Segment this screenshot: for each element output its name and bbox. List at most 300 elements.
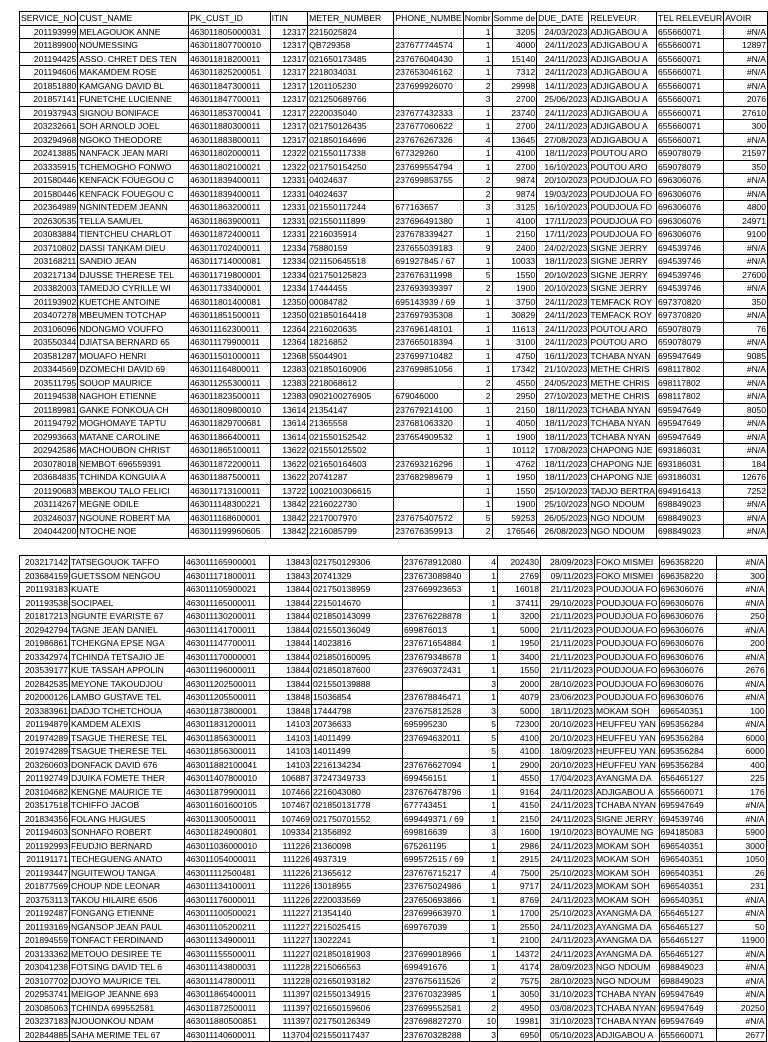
service-no-cell: 201851880 <box>20 79 78 93</box>
cust-name-cell: SANDIO JEAN <box>78 255 189 269</box>
meter-number-cell: 021550139888 <box>312 677 403 691</box>
table-row <box>20 556 767 570</box>
meter-number-cell: 2215025824 <box>308 25 394 39</box>
phone-number-cell <box>403 934 470 948</box>
cust-name-cell: DADJO TCHETCHOUA <box>70 704 185 718</box>
nombre-cell: 1 <box>463 25 492 39</box>
releveur-cell: POUDJOUA FO <box>596 638 658 648</box>
service-no-cell: 201194538 <box>20 390 78 404</box>
table-row <box>20 376 768 390</box>
pk-cust-id-cell: 463011882100041 <box>185 758 270 772</box>
due-date-cell: 27/08/2023 <box>537 133 589 147</box>
nombre-cell: 1 <box>470 853 498 867</box>
itin-cell: 13842 <box>270 511 307 525</box>
column-header-itin: ITIN <box>270 12 307 26</box>
itin-cell: 13722 <box>270 484 307 498</box>
tel-releveur-cell: 696306076 <box>659 691 716 705</box>
service-no-cell: 201194606 <box>20 66 78 80</box>
itin-cell: 107467 <box>270 799 312 813</box>
somme-cell: 2950 <box>492 390 537 404</box>
pk-cust-id-cell: 463011112500481 <box>185 866 270 880</box>
due-date-cell: 24/11/2023 <box>537 309 589 323</box>
avoir-cell: 27610 <box>724 106 768 120</box>
avoir-cell: #N/A <box>716 596 766 610</box>
due-date-cell: 29/10/2023 <box>541 596 595 610</box>
meter-number-cell: 021150645518 <box>308 255 394 269</box>
service-no-cell: 203382003 <box>20 282 78 296</box>
releveur-cell: SIGNE JERRY <box>589 282 657 296</box>
phone-number-cell: 691927845 / 67 <box>394 255 463 269</box>
releveur-cell: NGO NDOUM <box>589 498 657 512</box>
cust-name-cell: NGNINTEDEM JEANN <box>78 201 189 215</box>
releveur-cell: AYANGMA DA <box>595 907 660 921</box>
releveur-cell: POUDJOUA FO <box>589 187 657 201</box>
tel-releveur-cell: 696540351 <box>659 839 716 853</box>
releveur-cell: ADJIGABOU A <box>595 1028 660 1042</box>
due-date-cell: 26/05/2023 <box>537 511 589 525</box>
cust-name-cell: FOTSING DAVID TEL 6 <box>70 961 185 975</box>
cust-name-cell: NJOUONKOU NDAM <box>70 1015 185 1029</box>
meter-number-cell: 021850143099 <box>312 610 403 624</box>
itin-cell: 111397 <box>270 1015 312 1029</box>
service-no-cell: 201974289 <box>20 731 70 745</box>
itin-cell: 12334 <box>270 268 307 282</box>
itin-cell: 13844 <box>270 610 312 624</box>
column-header-service-no: SERVICE_NO <box>21 13 77 23</box>
phone-number-cell: 237677060622 <box>394 120 463 134</box>
somme-cell: 2400 <box>492 241 537 255</box>
phone-number-cell: 237676311998 <box>394 268 463 282</box>
column-header-meter-number: METER_NUMBER <box>308 12 394 26</box>
cust-name-cell: MBEUMEN TOTCHAP <box>78 309 189 323</box>
meter-number-cell: 021750126349 <box>312 1015 403 1029</box>
cust-name-cell: MEGNE ODILE <box>78 498 189 512</box>
tel-releveur-cell: 655660071 <box>657 66 724 80</box>
table-row <box>20 799 767 813</box>
service-no-cell: 202942586 <box>20 444 78 458</box>
due-date-cell: 28/10/2023 <box>541 974 595 988</box>
column-header-nombre: Nombr <box>464 13 491 23</box>
avoir-cell: #N/A <box>716 961 766 975</box>
nombre-cell: 3 <box>470 677 498 691</box>
due-date-cell: 18/11/2023 <box>537 417 589 431</box>
somme-cell: 7500 <box>498 866 541 880</box>
table-row <box>20 596 767 610</box>
due-date-cell: 24/11/2023 <box>537 336 589 350</box>
itin-cell: 13844 <box>270 677 312 691</box>
due-date-cell: 18/11/2023 <box>537 255 589 269</box>
itin-cell: 12322 <box>270 147 307 161</box>
nombre-cell: 1 <box>470 934 498 948</box>
nombre-cell: 1 <box>470 812 498 826</box>
due-date-cell: 24/11/2023 <box>541 785 595 799</box>
avoir-cell: #N/A <box>716 583 766 597</box>
avoir-cell: 2676 <box>716 664 766 678</box>
tel-releveur-cell: 696540351 <box>659 853 716 867</box>
itin-cell: 12317 <box>270 79 307 93</box>
table-row <box>20 907 767 921</box>
service-no-cell: 203407278 <box>20 309 78 323</box>
somme-cell: 1900 <box>492 282 537 296</box>
phone-number-cell: 237676228878 <box>403 610 470 624</box>
tel-releveur-cell: 655660071 <box>657 79 724 93</box>
service-no-cell: 201194603 <box>20 826 70 840</box>
meter-number-cell: 021550152542 <box>308 430 394 444</box>
table-row <box>20 268 768 282</box>
service-no-cell: 203217134 <box>20 268 78 282</box>
table-row <box>20 457 768 471</box>
releveur-cell: FOKO MISMEI <box>595 569 660 583</box>
meter-number-cell: 021650164603 <box>308 457 394 471</box>
nombre-cell: 5 <box>470 718 498 732</box>
tel-releveur-cell: 696540351 <box>659 893 716 907</box>
somme-cell: 4100 <box>498 731 541 745</box>
releveur-cell: SIGNE JERRY <box>589 241 657 255</box>
due-date-cell: 05/10/2023 <box>541 1028 595 1042</box>
pk-cust-id-cell: 463011801400081 <box>188 295 270 309</box>
itin-cell: 13614 <box>270 417 307 431</box>
service-no-cell: 202000126 <box>20 691 70 705</box>
meter-number-cell: 17444455 <box>308 282 394 296</box>
tel-releveur-cell: 695947649 <box>657 417 724 431</box>
avoir-cell: 184 <box>724 457 768 471</box>
pk-cust-id-cell: 463011054000011 <box>185 853 270 867</box>
due-date-cell: 24/11/2023 <box>541 920 595 934</box>
table-row <box>20 147 768 161</box>
meter-number-cell: 0902100276905 <box>308 390 394 404</box>
cust-name-cell: DJUSSE THERESE TEL <box>78 268 189 282</box>
service-no-cell: 204044200 <box>20 525 78 539</box>
somme-cell: 59253 <box>492 511 537 525</box>
table-row <box>20 498 768 512</box>
somme-cell: 2150 <box>492 403 537 417</box>
avoir-cell: 9085 <box>724 349 768 363</box>
cust-name-cell: TIENTCHEU CHARLOT <box>78 228 189 242</box>
itin-cell: 111226 <box>270 853 312 867</box>
meter-number-cell: 75880159 <box>308 241 394 255</box>
tel-releveur-cell: 696306076 <box>657 174 724 188</box>
itin-cell: 111227 <box>270 907 312 921</box>
avoir-cell: #N/A <box>724 430 768 444</box>
nombre-cell: 1 <box>470 569 498 583</box>
cust-name-cell: DJIATSA BERNARD 65 <box>78 336 189 350</box>
due-date-cell: 19/10/2023 <box>541 826 595 840</box>
pk-cust-id-cell: 463011205500011 <box>185 691 270 705</box>
service-no-cell: 203083884 <box>20 228 78 242</box>
tel-releveur-cell: 694539746 <box>659 812 716 826</box>
nombre-cell: 5 <box>470 745 498 759</box>
cust-name-cell: NGOUNE ROBERT MA <box>78 511 189 525</box>
itin-cell: 12322 <box>270 160 307 174</box>
table-row <box>20 637 767 651</box>
due-date-cell: 24/11/2023 <box>541 947 595 961</box>
cust-name-cell: FOLANG HUGUES <box>70 812 185 826</box>
avoir-cell: #N/A <box>716 907 766 921</box>
nombre-cell: 1 <box>470 596 498 610</box>
avoir-cell: 8050 <box>724 403 768 417</box>
service-no-cell: 203041238 <box>20 961 70 975</box>
pk-cust-id-cell: 463011831200011 <box>185 718 270 732</box>
pk-cust-id-cell: 463011872400011 <box>188 228 270 242</box>
meter-number-cell: 20736633 <box>312 718 403 732</box>
avoir-cell: #N/A <box>716 677 766 691</box>
releveur-cell: CHAPONG NJE <box>589 471 657 485</box>
cust-name-cell: TCHINDA TETSAJIO JE <box>70 650 185 664</box>
cust-name-cell: MEIGOP JEANNE 693 <box>70 988 185 1002</box>
avoir-cell: #N/A <box>716 799 766 813</box>
tel-releveur-cell: 659078079 <box>657 147 724 161</box>
phone-number-cell: 237665018394 <box>394 336 463 350</box>
due-date-cell: 03/08/2023 <box>541 1001 595 1015</box>
table-row <box>20 866 767 880</box>
phone-number-cell: 237669923653 <box>403 583 470 597</box>
somme-cell: 4050 <box>492 417 537 431</box>
table-row <box>20 893 767 907</box>
phone-number-cell: 677743451 <box>403 799 470 813</box>
cust-name-cell: SONHAFO ROBERT <box>70 826 185 840</box>
somme-cell: 13645 <box>492 133 537 147</box>
nombre-cell: 4 <box>470 866 498 880</box>
somme-cell: 2769 <box>498 569 541 583</box>
pk-cust-id-cell: 463011134100011 <box>185 880 270 894</box>
pk-cust-id-cell: 463011140600011 <box>185 1028 270 1042</box>
table-row <box>20 25 768 39</box>
phone-number-cell: 237693939397 <box>394 282 463 296</box>
somme-cell: 7575 <box>498 974 541 988</box>
releveur-cell: POUDJOUA FO <box>596 624 658 635</box>
tel-releveur-cell: 696540351 <box>659 704 716 718</box>
meter-number-cell: 021750154250 <box>308 160 394 174</box>
table-row <box>20 93 768 107</box>
itin-cell: 111226 <box>270 880 312 894</box>
pk-cust-id-cell: 463011105200211 <box>185 920 270 934</box>
somme-cell: 9717 <box>498 880 541 894</box>
pk-cust-id-cell: 463011179900011 <box>188 336 270 350</box>
table-row <box>20 309 768 323</box>
tel-releveur-cell: 698849023 <box>657 511 724 525</box>
somme-cell: 2915 <box>498 853 541 867</box>
service-no-cell: 203078018 <box>20 457 78 471</box>
pk-cust-id-cell: 463011134900011 <box>185 934 270 948</box>
pk-cust-id-cell: 463011170000001 <box>185 650 270 664</box>
pk-cust-id-cell: 463011714000081 <box>188 255 270 269</box>
avoir-cell: 50 <box>716 920 766 934</box>
cust-name-cell: NGOKO THEODORE <box>78 133 189 147</box>
table-row <box>20 731 767 745</box>
service-no-cell: 202413885 <box>20 147 78 161</box>
pk-cust-id-cell: 463011824900801 <box>185 826 270 840</box>
table-row <box>20 974 767 988</box>
avoir-cell: #N/A <box>724 376 768 390</box>
meter-number-cell: 18216852 <box>308 336 394 350</box>
releveur-cell: POUDJOUA FO <box>596 678 658 689</box>
releveur-cell: ADJIGABOU A <box>589 120 657 134</box>
service-no-cell: 201817213 <box>20 610 70 624</box>
cust-name-cell: MACHOUBON CHRIST <box>78 444 189 458</box>
tel-releveur-cell: 659078079 <box>657 160 724 174</box>
phone-number-cell <box>394 498 463 512</box>
phone-number-cell: 237655039183 <box>394 241 463 255</box>
due-date-cell: 24/11/2023 <box>537 295 589 309</box>
pk-cust-id-cell: 463011255300011 <box>188 376 270 390</box>
itin-cell: 111227 <box>270 947 312 961</box>
releveur-cell: TADJO BERTRA <box>590 485 656 496</box>
itin-cell: 12317 <box>270 25 307 39</box>
pk-cust-id-cell: 463011829700681 <box>188 417 270 431</box>
releveur-cell: POUDJOUA FO <box>596 597 658 608</box>
table-row <box>20 484 768 498</box>
tel-releveur-cell: 696306076 <box>657 214 724 228</box>
somme-cell: 16018 <box>498 583 541 597</box>
meter-number-cell: 021750129306 <box>312 556 403 570</box>
tel-releveur-cell: 696540351 <box>659 866 716 880</box>
phone-number-cell: 237650693866 <box>403 893 470 907</box>
avoir-cell: #N/A <box>724 309 768 323</box>
releveur-cell: TCHABA NYAN <box>589 417 657 431</box>
meter-number-cell: 20741287 <box>308 471 394 485</box>
service-no-cell: 201193538 <box>20 596 70 610</box>
phone-number-cell: 237679348678 <box>403 650 470 664</box>
pk-cust-id-cell: 463011176000011 <box>185 893 270 907</box>
avoir-cell: 7252 <box>724 484 768 498</box>
cust-name-cell: DASSI TANKAM DIEU <box>78 241 189 255</box>
somme-cell: 19981 <box>498 1015 541 1029</box>
tel-releveur-cell: 695947649 <box>657 430 724 444</box>
service-no-cell: 201193902 <box>20 295 78 309</box>
pk-cust-id-cell: 463011141700011 <box>185 623 270 637</box>
tel-releveur-cell: 656465127 <box>659 920 716 934</box>
pk-cust-id-cell: 463011100500021 <box>185 907 270 921</box>
nombre-cell: 1 <box>463 349 492 363</box>
meter-number-cell: 021650173485 <box>308 52 394 66</box>
avoir-cell: #N/A <box>724 390 768 404</box>
service-no-cell: 201937943 <box>20 106 78 120</box>
nombre-cell: 1 <box>463 403 492 417</box>
releveur-cell: POUDJOUA FO <box>589 201 657 215</box>
pk-cust-id-cell: 463011171800011 <box>185 569 270 583</box>
itin-cell: 12383 <box>270 390 307 404</box>
service-no-cell: 203237183 <box>20 1015 70 1029</box>
meter-number-cell: 2215025415 <box>312 920 403 934</box>
pk-cust-id-cell: 463011866400011 <box>188 430 270 444</box>
meter-number-cell: 1201105230 <box>308 79 394 93</box>
service-no-cell: 201194792 <box>20 417 78 431</box>
table-row <box>20 623 767 637</box>
itin-cell: 12334 <box>270 255 307 269</box>
somme-cell: 37411 <box>498 596 541 610</box>
somme-cell: 1950 <box>498 637 541 651</box>
nombre-cell: 2 <box>470 1001 498 1015</box>
nombre-cell: 1 <box>463 147 492 161</box>
table-row <box>20 525 768 539</box>
tel-releveur-cell: 696358220 <box>659 569 716 583</box>
itin-cell: 106887 <box>270 772 312 786</box>
releveur-cell: POUTOU ARO <box>589 336 657 350</box>
avoir-cell: 24971 <box>724 214 768 228</box>
due-date-cell: 28/09/2023 <box>541 556 595 570</box>
phone-number-cell: 237699710482 <box>394 349 463 363</box>
cust-name-cell: NOUMESSING <box>78 39 189 53</box>
nombre-cell: 1 <box>463 322 492 336</box>
releveur-cell: METHE CHRIS <box>589 363 657 377</box>
due-date-cell: 31/10/2023 <box>541 1015 595 1029</box>
tel-releveur-cell: 656465127 <box>659 907 716 921</box>
avoir-cell: #N/A <box>716 718 766 732</box>
somme-cell: 3205 <box>492 25 537 39</box>
cust-name-cell: SIGNOU BONIFACE <box>78 106 189 120</box>
itin-cell: 14103 <box>270 718 312 732</box>
tel-releveur-cell: 655660071 <box>657 93 724 107</box>
due-date-cell: 09/11/2023 <box>541 569 595 583</box>
due-date-cell: 21/10/2023 <box>537 363 589 377</box>
nombre-cell: 1 <box>463 309 492 323</box>
releveur-cell: TCHABA NYAN <box>595 1015 660 1029</box>
itin-cell: 12317 <box>270 93 307 107</box>
pk-cust-id-cell: 463011865400011 <box>185 988 270 1002</box>
pk-cust-id-cell: 463011847300011 <box>188 79 270 93</box>
somme-cell: 4950 <box>498 1001 541 1015</box>
service-no-cell: 201192749 <box>20 772 70 786</box>
meter-number-cell: 021250689766 <box>308 93 394 107</box>
pk-cust-id-cell: 463011865100011 <box>188 444 270 458</box>
phone-number-cell: 237696148101 <box>394 322 463 336</box>
due-date-cell: 21/11/2023 <box>541 637 595 651</box>
meter-number-cell: 021650193182 <box>312 974 403 988</box>
due-date-cell: 16/11/2023 <box>537 349 589 363</box>
meter-number-cell: 55044901 <box>308 349 394 363</box>
cust-name-cell: MBEKOU TALO FELICI <box>78 484 189 498</box>
service-no-cell: 203684159 <box>20 569 70 583</box>
somme-cell: 4550 <box>498 772 541 786</box>
somme-cell: 4550 <box>492 376 537 390</box>
pk-cust-id-cell: 463011863900011 <box>188 214 270 228</box>
phone-number-cell: 237699554794 <box>394 160 463 174</box>
tel-releveur-cell: 655660071 <box>657 133 724 147</box>
releveur-cell: ADJIGABOU A <box>595 785 660 799</box>
itin-cell: 12334 <box>270 241 307 255</box>
avoir-cell: 250 <box>716 610 766 624</box>
table-row <box>20 390 768 404</box>
pk-cust-id-cell: 463011130200011 <box>185 610 270 624</box>
releveur-cell: SIGNE JERRY <box>589 255 657 269</box>
somme-cell: 10112 <box>492 444 537 458</box>
phone-number-cell: 237681063320 <box>394 417 463 431</box>
releveur-cell: ADJIGABOU A <box>589 39 657 53</box>
service-no-cell: 203114267 <box>20 498 78 512</box>
somme-cell: 6950 <box>498 1028 541 1042</box>
somme-cell: 2700 <box>492 160 537 174</box>
meter-number-cell: 021750701552 <box>312 812 403 826</box>
avoir-cell: #N/A <box>724 241 768 255</box>
table-row <box>20 947 767 961</box>
tel-releveur-cell: 698117802 <box>657 376 724 390</box>
service-no-cell: 203133362 <box>20 947 70 961</box>
table-row <box>20 79 768 93</box>
phone-number-cell <box>394 484 463 498</box>
tel-releveur-cell: 655660071 <box>657 120 724 134</box>
pk-cust-id-cell: 463011168600001 <box>188 511 270 525</box>
nombre-cell: 2 <box>463 174 492 188</box>
releveur-cell: NGO NDOUM <box>595 961 660 975</box>
cust-name-cell: NAGHOH ETIENNE <box>78 390 189 404</box>
cust-name-cell: TCHINDA 699552581 <box>70 1001 185 1015</box>
service-no-cell: 203539177 <box>20 664 70 678</box>
due-date-cell: 28/09/2023 <box>541 961 595 975</box>
tel-releveur-cell: 696540351 <box>659 880 716 894</box>
itin-cell: 111227 <box>270 920 312 934</box>
somme-cell: 5000 <box>498 704 541 718</box>
itin-cell: 12368 <box>270 349 307 363</box>
